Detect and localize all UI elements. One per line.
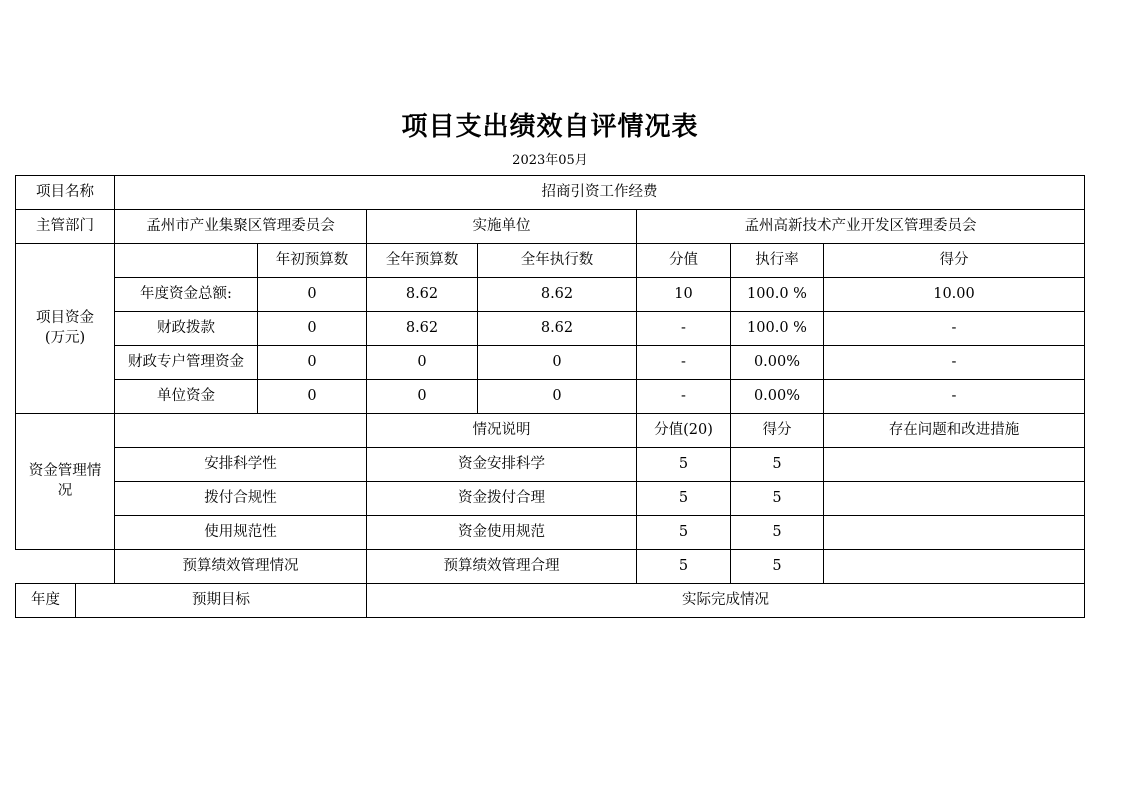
- funds-row-annual: 8.62: [367, 278, 478, 312]
- management-row-issue: [824, 482, 1085, 516]
- management-row: [16, 448, 1085, 482]
- management-row-desc: 资金安排科学: [367, 448, 637, 482]
- management-row-desc: 资金使用规范: [367, 516, 637, 550]
- management-header-blank: [115, 414, 367, 448]
- funds-row-score-value: 10: [637, 278, 731, 312]
- funds-header-initial: 年初预算数: [258, 244, 367, 278]
- management-row-value: 5: [637, 550, 731, 584]
- management-row-score: 5: [731, 550, 824, 584]
- self-evaluation-table: [15, 175, 1085, 618]
- page-title: 项目支出绩效自评情况表: [401, 112, 699, 142]
- management-row-desc: 资金拨付合理: [367, 482, 637, 516]
- funds-header-annual: 全年预算数: [367, 244, 478, 278]
- funds-row-rate: 100.0 %: [731, 278, 824, 312]
- funds-row-rate: 100.0 %: [731, 312, 824, 346]
- funds-row-score: 10.00: [824, 278, 1085, 312]
- funds-row-annual: 0: [367, 380, 478, 414]
- funds-row-executed: 0: [478, 380, 637, 414]
- funds-header-blank: [115, 244, 258, 278]
- project-name-row: [16, 176, 1085, 210]
- funds-row-initial: 0: [258, 380, 367, 414]
- dept-value: 孟州市产业集聚区管理委员会: [115, 210, 367, 244]
- funds-row-score-value: -: [637, 312, 731, 346]
- management-header-issue: 存在问题和改进措施: [824, 414, 1085, 448]
- funds-row: [16, 278, 1085, 312]
- funds-section-label-line2: (万元): [44, 329, 86, 346]
- management-row-item: 预算绩效管理情况: [115, 550, 367, 584]
- management-row: [16, 516, 1085, 550]
- management-section-label-line2: 况: [57, 482, 73, 499]
- management-row-value: 5: [637, 482, 731, 516]
- management-row-issue: [824, 550, 1085, 584]
- report-date: 2023年05月: [512, 153, 588, 168]
- impl-label: 实施单位: [367, 210, 637, 244]
- dept-label: 主管部门: [16, 210, 115, 244]
- funds-header-score-value: 分值: [637, 244, 731, 278]
- funds-row-score-value: -: [637, 380, 731, 414]
- management-header-score: 得分: [731, 414, 824, 448]
- funds-row-score: -: [824, 312, 1085, 346]
- goals-year-label: 年度: [16, 584, 76, 618]
- funds-row-score-value: -: [637, 346, 731, 380]
- funds-row-rate: 0.00%: [731, 346, 824, 380]
- funds-header-rate: 执行率: [731, 244, 824, 278]
- management-row-item: 使用规范性: [115, 516, 367, 550]
- funds-row-rate: 0.00%: [731, 380, 824, 414]
- funds-row-score: -: [824, 346, 1085, 380]
- project-name-value: 招商引资工作经费: [115, 176, 1085, 210]
- funds-header-executed: 全年执行数: [478, 244, 637, 278]
- management-row-score: 5: [731, 448, 824, 482]
- funds-section-label: [16, 244, 115, 414]
- goals-header-row: [16, 584, 1085, 618]
- management-row-item: 拨付合规性: [115, 482, 367, 516]
- impl-value: 孟州高新技术产业开发区管理委员会: [637, 210, 1085, 244]
- department-row: [16, 210, 1085, 244]
- funds-section-label-line1: 项目资金: [36, 309, 94, 326]
- goals-actual-label: 实际完成情况: [367, 584, 1085, 618]
- funds-row-label: 财政专户管理资金: [115, 346, 258, 380]
- management-row-desc: 预算绩效管理合理: [367, 550, 637, 584]
- funds-row-executed: 8.62: [478, 278, 637, 312]
- funds-row-executed: 0: [478, 346, 637, 380]
- funds-row-executed: 8.62: [478, 312, 637, 346]
- goals-expected-label: 预期目标: [76, 584, 367, 618]
- management-row-score: 5: [731, 516, 824, 550]
- management-section-label-line1: 资金管理情: [28, 462, 102, 479]
- funds-row-label: 年度资金总额:: [115, 278, 258, 312]
- funds-header-score: 得分: [824, 244, 1085, 278]
- management-row-value: 5: [637, 448, 731, 482]
- funds-row-initial: 0: [258, 278, 367, 312]
- funds-row-label: 单位资金: [115, 380, 258, 414]
- management-row: [16, 482, 1085, 516]
- management-header-desc: 情况说明: [367, 414, 637, 448]
- funds-row: [16, 380, 1085, 414]
- funds-header-row: [16, 244, 1085, 278]
- funds-row-label: 财政拨款: [115, 312, 258, 346]
- management-row-spacer: [16, 550, 115, 584]
- management-row-score: 5: [731, 482, 824, 516]
- management-header-row: [16, 414, 1085, 448]
- project-name-label: 项目名称: [16, 176, 115, 210]
- management-row-item: 安排科学性: [115, 448, 367, 482]
- management-section-label: [16, 414, 115, 550]
- funds-row-initial: 0: [258, 346, 367, 380]
- funds-row-initial: 0: [258, 312, 367, 346]
- funds-row-annual: 8.62: [367, 312, 478, 346]
- funds-row-annual: 0: [367, 346, 478, 380]
- funds-row-score: -: [824, 380, 1085, 414]
- management-row-value: 5: [637, 516, 731, 550]
- management-header-value: 分值(20): [637, 414, 731, 448]
- funds-row: [16, 312, 1085, 346]
- management-row-issue: [824, 516, 1085, 550]
- funds-row: [16, 346, 1085, 380]
- management-row-issue: [824, 448, 1085, 482]
- management-row: [16, 550, 1085, 584]
